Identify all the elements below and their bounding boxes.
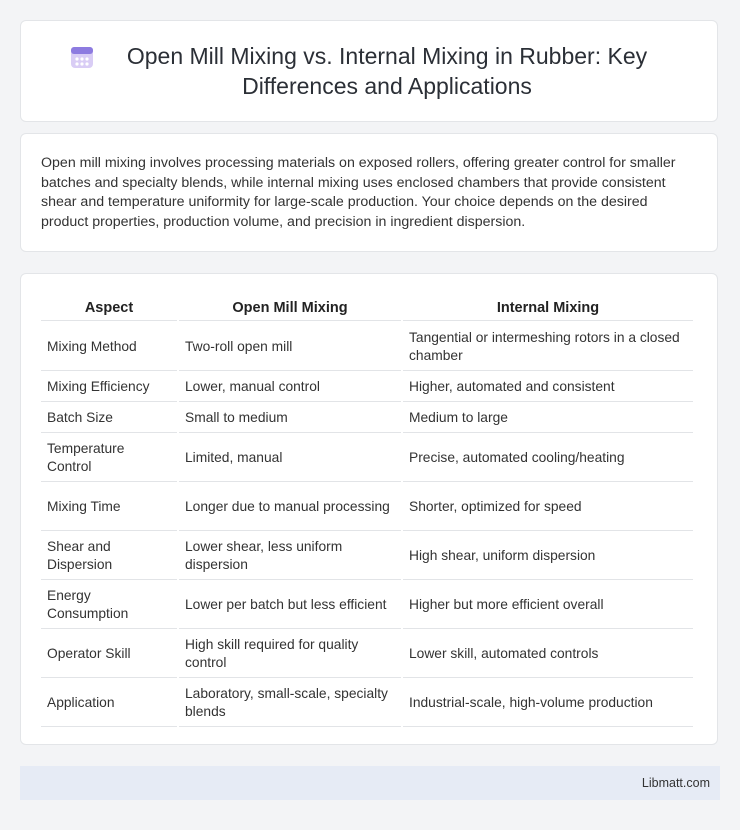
table-row — [41, 323, 693, 371]
table-row — [41, 404, 693, 433]
cell-open-mill: Lower shear, less uniform dispersion — [179, 533, 401, 580]
cell-aspect: Operator Skill — [41, 631, 177, 678]
cell-aspect: Mixing Efficiency — [41, 373, 177, 402]
table-header-row — [41, 296, 693, 321]
cell-aspect: Mixing Method — [41, 323, 177, 371]
cell-aspect: Mixing Time — [41, 484, 177, 531]
cell-internal: Higher but more efficient overall — [403, 582, 693, 629]
table-row — [41, 582, 693, 629]
cell-open-mill: High skill required for quality control — [179, 631, 401, 678]
header-open-mill: Open Mill Mixing — [179, 296, 401, 321]
header-aspect: Aspect — [41, 296, 177, 321]
intro-paragraph: Open mill mixing involves processing materials on exposed rollers, offering greater control for smaller batches and specialty blends, while internal mixing uses enclosed chambers that provide consistent shear and temperature uniformity for large-scale production. Your choice depends on the desired product properties, production volume, and precision in ingredient dispersion. — [41, 155, 676, 230]
cell-internal: Precise, automated cooling/heating — [403, 435, 693, 482]
intro-card — [20, 133, 718, 252]
title-card — [20, 20, 718, 122]
cell-aspect: Shear and Dispersion — [41, 533, 177, 580]
cell-internal: Medium to large — [403, 404, 693, 433]
table-row — [41, 533, 693, 580]
cell-internal: Lower skill, automated controls — [403, 631, 693, 678]
cell-aspect: Application — [41, 680, 177, 727]
title-wrap — [69, 41, 669, 101]
cell-open-mill: Laboratory, small-scale, specialty blends — [179, 680, 401, 727]
calendar-icon — [69, 44, 95, 70]
table-card — [20, 273, 718, 745]
footer-brand[interactable]: Libmatt.com — [641, 776, 710, 790]
cell-open-mill: Longer due to manual processing — [179, 484, 401, 531]
cell-aspect: Energy Consumption — [41, 582, 177, 629]
cell-internal: Industrial-scale, high-volume production — [403, 680, 693, 727]
footer — [20, 766, 720, 800]
table-row — [41, 680, 693, 727]
table-row — [41, 484, 693, 531]
header-internal: Internal Mixing — [403, 296, 693, 321]
cell-open-mill: Lower, manual control — [179, 373, 401, 402]
cell-open-mill: Small to medium — [179, 404, 401, 433]
table-row — [41, 435, 693, 482]
cell-internal: Shorter, optimized for speed — [403, 484, 693, 531]
cell-internal: Tangential or intermeshing rotors in a closed chamber — [403, 323, 693, 371]
cell-aspect: Batch Size — [41, 404, 177, 433]
page-title: Open Mill Mixing vs. Internal Mixing in Rubber: Key Differences and Applications — [126, 43, 648, 99]
cell-aspect: Temperature Control — [41, 435, 177, 482]
cell-internal: High shear, uniform dispersion — [403, 533, 693, 580]
cell-open-mill: Limited, manual — [179, 435, 401, 482]
cell-internal: Higher, automated and consistent — [403, 373, 693, 402]
cell-open-mill: Two-roll open mill — [179, 323, 401, 371]
cell-open-mill: Lower per batch but less efficient — [179, 582, 401, 629]
table-row — [41, 373, 693, 402]
table-row — [41, 631, 693, 678]
comparison-table — [39, 294, 695, 729]
